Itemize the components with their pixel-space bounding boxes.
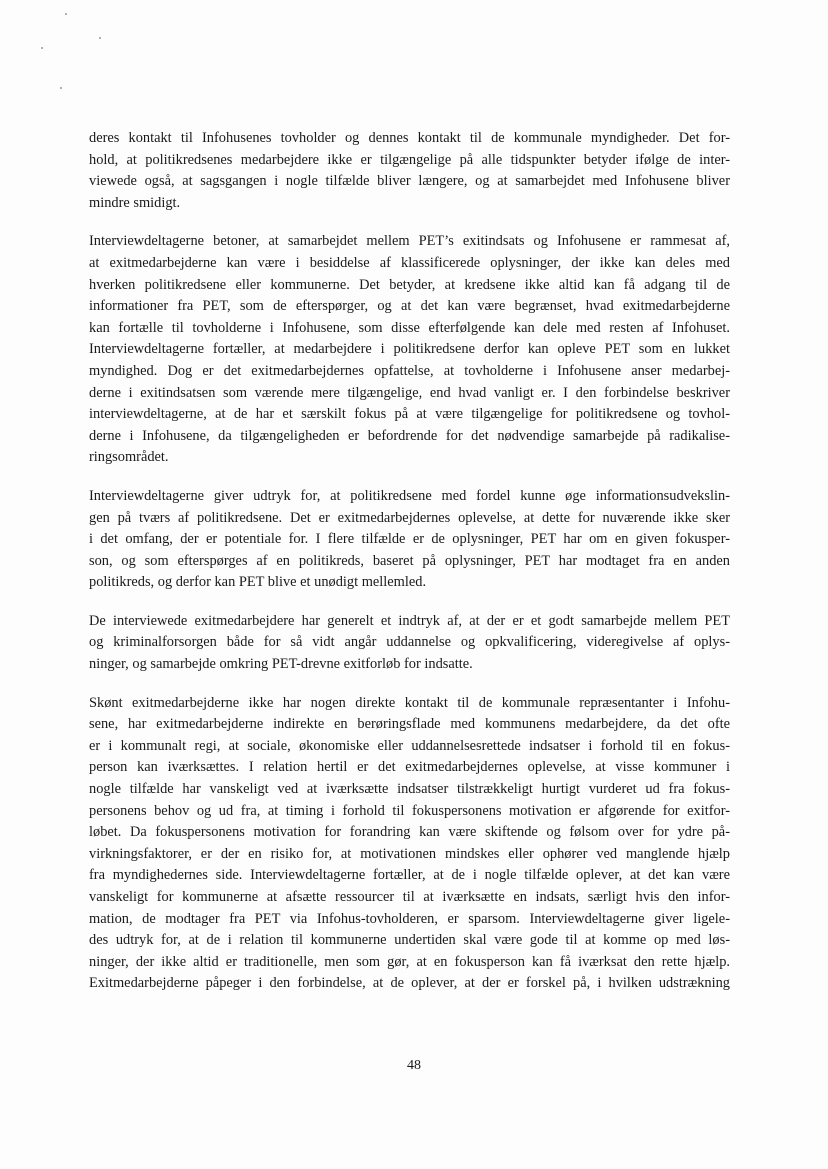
text-line: kan fortælle til tovholderne i Infohusene, som disse efterfølgende kan dele med resten af Infohuset. [89, 319, 730, 336]
text-line: politikreds, og derfor kan PET blive et unødigt mellemled. [89, 574, 427, 591]
text-line: deres kontakt til Infohusenes tovholder og dennes kontakt til de kommunale myndigheder. Det for- [89, 130, 730, 146]
paragraph-gap [89, 469, 730, 486]
text-line: Interviewdeltagerne betoner, at samarbejdet mellem PET’s exitindsats og Infohusene er rammesat af, [89, 233, 730, 250]
paragraph-gap [89, 594, 730, 611]
paragraph-gap [89, 214, 730, 231]
scan-speck [99, 37, 101, 39]
text-line: vanskeligt for kommunerne at afsætte ressourcer til at iværksætte en indsats, særligt hvis den infor- [89, 889, 730, 905]
paragraph [89, 611, 730, 676]
text-line: interviewdeltagerne, at de har et særskilt fokus på at være tilgængelige for politikredsene og tovhol- [89, 406, 730, 423]
text-line: virkningsfaktorer, er der en risiko for, at motivationen mindskes eller ophører ved manglende hjælp [89, 845, 730, 862]
scan-speck [65, 13, 67, 15]
text-line: Skønt exitmedarbejderne ikke har nogen direkte kontakt til de kommunale repræsentanter i Infohu- [89, 694, 730, 711]
paragraph [89, 486, 730, 594]
text-line: løbet. Da fokuspersonens motivation for forandring kan være skiftende og følsom over for ydre på- [89, 824, 730, 841]
text-line: sene, har exitmedarbejderne indirekte en berøringsflade med kommunens medarbejdere, da det ofte [89, 716, 730, 733]
text-line: son, og som efterspørges af en politikreds, baseret på oplysninger, PET har modtaget fra en anden [89, 552, 730, 569]
text-line: gen på tværs af politikredsene. Det er exitmedarbejdernes oplevelse, at dette for nuværende ikke sker [89, 509, 730, 526]
scan-speck [60, 87, 62, 89]
text-line: myndighed. Dog er det exitmedarbejdernes opfattelse, at tovholderne i Infohusene anser medarbej- [89, 362, 730, 379]
text-line: viewede også, at sagsgangen i nogle tilfælde bliver længere, og at samarbejdet med Infohusene bliver [89, 173, 730, 190]
paragraph [89, 128, 730, 214]
text-line: person kan iværksættes. I relation hertil er det exitmedarbejdernes oplevelse, at visse kommuner i [89, 759, 730, 776]
text-line: informationer fra PET, som de efterspørger, og at det kan være begrænset, hvad exitmedarbejderne [89, 298, 730, 315]
text-line: Exitmedarbejderne påpeger i den forbindelse, at de oplever, at der er forskel på, i hvilken udstrækning [89, 975, 730, 992]
text-line: ringsområdet. [89, 449, 169, 466]
text-line: hold, at politikredsenes medarbejdere ikke er tilgængelige på alle tidspunkter betyder ifølge de inter- [89, 151, 730, 168]
body-text [89, 128, 730, 995]
text-line: personens behov og ud fra, at timing i forhold til fokuspersonens motivation er afgørende for exitfor- [89, 802, 730, 819]
text-line: des udtryk for, at de i relation til kommunerne undertiden skal være gode til at komme op med løs- [89, 932, 730, 949]
text-line: mation, de modtager fra PET via Infohus-tovholderen, er sparsom. Interviewdeltagerne giver ligele- [89, 910, 730, 927]
text-line: er i kommunalt regi, at sociale, økonomiske eller uddannelsesrettede indsatser i forhold til en fokus- [89, 737, 730, 754]
text-line: Interviewdeltagerne giver udtryk for, at politikredsene med fordel kunne øge informationsudvekslin- [89, 487, 730, 504]
text-line: og kriminalforsorgen både for så vidt angår uddannelse og opkvalificering, videregivelse af oplys- [89, 634, 730, 651]
paragraph [89, 693, 730, 995]
text-line: Interviewdeltagerne fortæller, at medarbejdere i politikredsene derfor kan opleve PET som en lukket [89, 341, 730, 358]
text-line: derne i Infohusene, da tilgængeligheden er befordrende for det nødvendige samarbejde på radikalise- [89, 427, 730, 444]
text-line: ninger, der ikke altid er traditionelle, men som gør, at en fokusperson kan få iværksat den rette hjælp. [89, 953, 730, 970]
paragraph [89, 231, 730, 469]
text-line: i det omfang, der er potentiale for. I flere tilfælde er de oplysninger, PET har om en given fokusper- [89, 531, 730, 548]
text-line: at exitmedarbejderne kan være i besiddelse af klassificerede oplysninger, der ikke kan deles med [89, 254, 730, 271]
text-line: mindre smidigt. [89, 194, 181, 211]
page-number: 48 [407, 1058, 421, 1073]
text-line: nogle tilfælde har vanskeligt ved at iværksætte indsatser tilstrækkeligt hurtigt vurderet ud fra fokus- [89, 781, 730, 798]
text-line: fra myndighedernes side. Interviewdeltagerne fortæller, at de i nogle tilfælde oplever, at det kan være [89, 867, 730, 884]
text-line: De interviewede exitmedarbejdere har generelt et indtryk af, at der er et godt samarbejde mellem PET [89, 612, 730, 629]
text-line: ninger, og samarbejde omkring PET-drevne exitforløb for indsatte. [89, 656, 473, 673]
paragraph-gap [89, 676, 730, 693]
text-line: derne i exitindsatsen som værende mere tilgængelige, end hvad vanligt er. I den forbindelse beskriver [89, 384, 730, 401]
scan-speck [41, 47, 43, 49]
text-line: hverken politikredsene eller kommunerne. Det betyder, at kredsene ikke altid kan få adgang til de [89, 276, 730, 293]
